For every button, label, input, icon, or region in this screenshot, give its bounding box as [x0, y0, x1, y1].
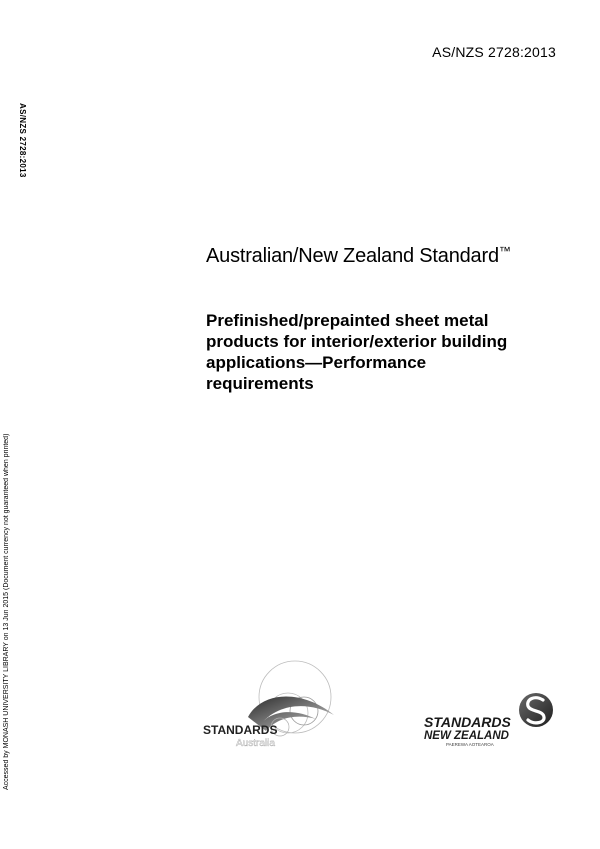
standard-number: AS/NZS 2728:2013 [432, 44, 556, 60]
standard-heading [206, 244, 511, 268]
standards-australia-swirl-logo [200, 655, 360, 765]
sa-logo-name: STANDARDS [203, 723, 278, 737]
trademark-symbol: ™ [498, 244, 511, 258]
standards-australia-logo [200, 655, 360, 765]
nz-logo-line3: PAEREWA AOTEAROA [446, 742, 494, 747]
sa-logo-sub: Australia [236, 738, 275, 749]
nz-logo-line2: NEW ZEALAND [424, 730, 509, 742]
access-note: Accessed by MONASH UNIVERSITY LIBRARY on 13 Jun 2015 (Document currency not guaranteed when printed) [3, 433, 10, 790]
standards-new-zealand-logo [420, 685, 560, 755]
standard-heading-text: Australian/New Zealand Standard [206, 245, 499, 267]
spine-standard-number: AS/NZS 2728:2013 [18, 103, 27, 178]
nz-logo-line1: STANDARDS [424, 714, 511, 730]
document-title: Prefinished/prepainted sheet metal products for interior/exterior building applications—Performance requirements [206, 311, 508, 393]
standards-nz-s-logo [420, 685, 560, 755]
